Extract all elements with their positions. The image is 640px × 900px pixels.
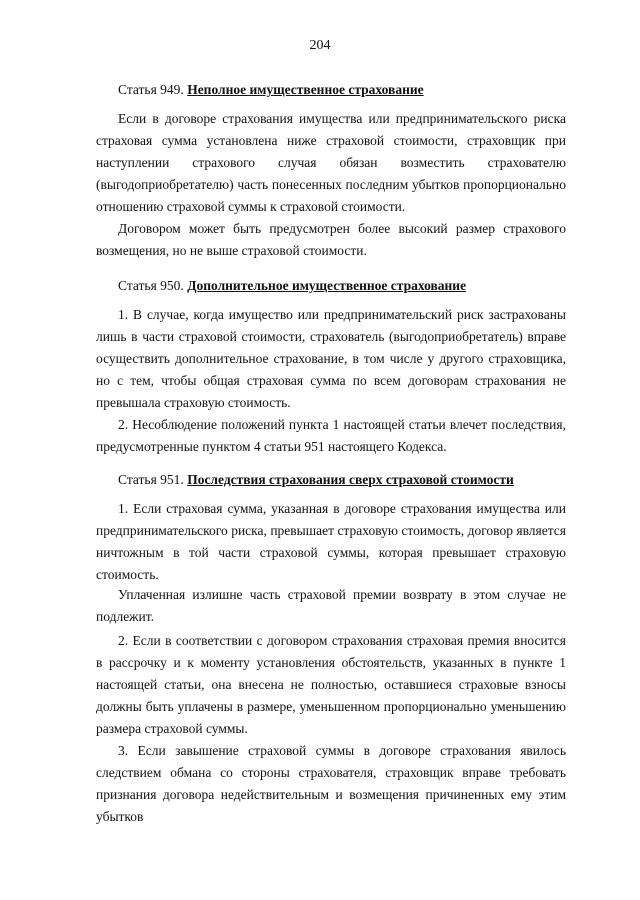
article-label: Статья 951. bbox=[118, 472, 184, 487]
paragraph: 1. В случае, когда имущество или предпринимательский риск застрахованы лишь в части страховой стоимости, страхователь (выгодоприобретатель) вправе осуществить дополнительное страхование, в том числе у другого страховщика, но с тем, чтобы общая страховая сумма по всем договорам страхования не превышала страховую стоимость. bbox=[96, 307, 566, 410]
article-heading bbox=[118, 80, 568, 99]
article-title: Дополнительное имущественное страхование bbox=[187, 278, 467, 293]
article-title: Последствия страхования сверх страховой стоимости bbox=[187, 472, 514, 487]
article-title: Неполное имущественное страхование bbox=[187, 82, 424, 97]
paragraph: 2. Если в соответствии с договором страхования страховая премия вносится в рассрочку и к моменту установления обстоятельств, указанных в пункте 1 настоящей статьи, она внесена не полностью, оставшиеся страховые взносы должны быть уплачены в размере, уменьшенном пропорционально уменьшению размера страховой суммы. bbox=[96, 633, 566, 736]
article-label: Статья 949. bbox=[118, 82, 184, 97]
paragraph: Если в договоре страхования имущества или предпринимательского риска страховая сумма установлена ниже страховой стоимости, страховщик при наступлении страхового случая обязан возместить страхователю (выгодоприобретателю) часть понесенных последним убытков пропорционально отношению страховой суммы к страховой стоимости. bbox=[96, 111, 566, 214]
paragraph: Уплаченная излишне часть страховой премии возврату в этом случае не подлежит. bbox=[96, 587, 566, 624]
paragraph: 2. Несоблюдение положений пункта 1 настоящей статьи влечет последствия, предусмотренные пунктом 4 статьи 951 настоящего Кодекса. bbox=[96, 417, 566, 454]
page-number: 204 bbox=[309, 38, 331, 53]
paragraph: 1. Если страховая сумма, указанная в договоре страхования имущества или предпринимательского риска, превышает страховую стоимость, договор является ничтожным в той части страховой суммы, которая превышает страховую стоимость. bbox=[96, 501, 566, 582]
article-label: Статья 950. bbox=[118, 278, 184, 293]
article-heading bbox=[118, 470, 568, 489]
paragraph: 3. Если завышение страховой суммы в договоре страхования явилось следствием обмана со стороны страхователя, страховщик вправе требовать признания договора недействительным и возмещения причиненных ему этим убытков bbox=[96, 743, 566, 824]
paragraph: Договором может быть предусмотрен более высокий размер страхового возмещения, но не выше страховой стоимости. bbox=[96, 221, 566, 258]
article-heading bbox=[118, 276, 568, 295]
